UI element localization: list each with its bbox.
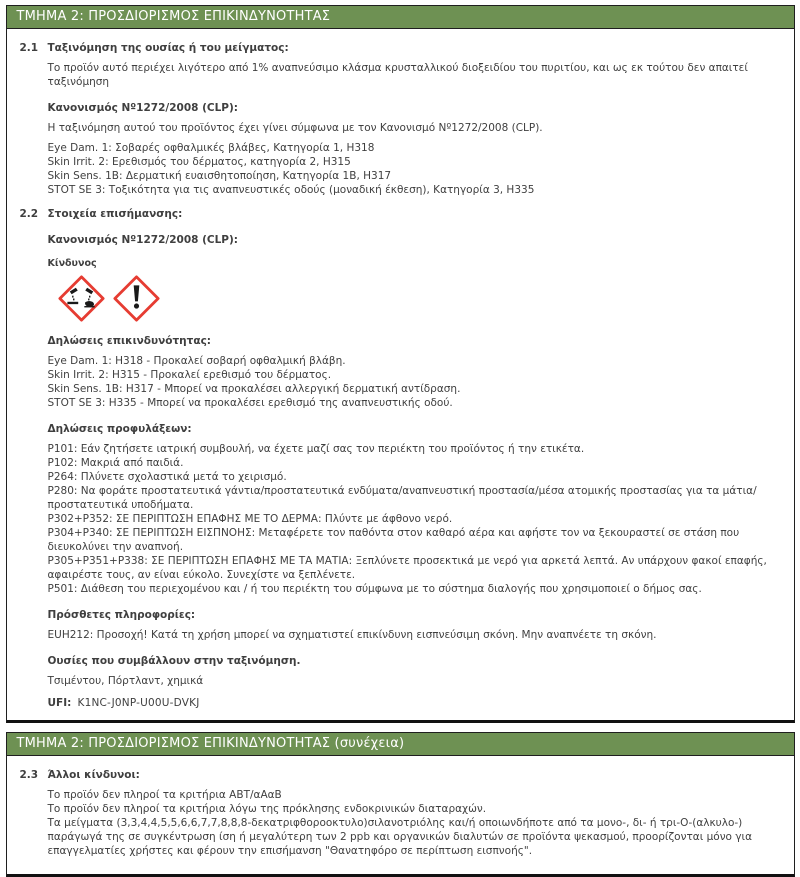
subsection-2-1-number: 2.1 [19,42,39,54]
contributing-substances-text: Τσιμέντου, Πόρτλαντ, χημικά [47,675,204,687]
subsection-2-3 [20,768,779,782]
other-hazard-line: Τα μείγματα (3,3,4,4,5,5,6,6,7,7,8,8,8-δεκατριφθοροοκτυλο)σιλανοτριόλης και/ή οποιωνδήποτε από τα μονο-, δι- ή τρι-Ο-(αλκυλο-) παράγωγά της σε συγκέντρωση ίση ή μεγαλύτερη των 2 ppb και οργανικών διαλυτών σε προϊόντα ψεκασμού, προορίζονται μόνο για επαγγελματίες χρήστες και φέρουν την επισήμανση "Θανατηφόρο σε περίπτωση εισπνοής". [47,817,753,857]
precautionary-statements-heading: Δηλώσεις προφυλάξεων: [47,423,192,435]
classification-item: Skin Irrit. 2: Ερεθισμός του δέρματος, κατηγορία 2, H315 [47,156,351,168]
ufi-row [48,696,779,710]
subsection-2-1-title: Ταξινόμηση της ουσίας ή του μείγματος: [47,42,289,54]
section-2-continued-header [6,732,795,756]
ghs-pictograms [58,275,779,322]
hazard-statement: STOT SE 3: H335 - Μπορεί να προκαλέσει ερεθισμό της αναπνευστικής οδού. [47,397,453,409]
hazard-statement: Skin Sens. 1B: H317 - Μπορεί να προκαλέσει αλλεργική δερματική αντίδραση. [47,383,461,395]
other-hazard-line: Το προϊόν δεν πληροί τα κριτήρια λόγω της πρόκλησης ενδοκρινικών διαταραχών. [47,803,487,815]
ghs07-exclamation-icon [113,275,160,322]
hazard-statement: Skin Irrit. 2: H315 - Προκαλεί ερεθισμό του δέρματος. [47,369,332,381]
signal-word: Κίνδυνος [47,258,97,269]
precautionary-statements-list [48,442,779,596]
ghs05-corrosion-icon [58,275,105,322]
ufi-value: K1NC-J0NP-U00U-DVKJ [77,697,200,709]
classification-list [48,141,779,197]
classification-note: Το προϊόν αυτό περιέχει λιγότερο από 1% αναπνεύσιμο κλάσμα κρυσταλλικού διοξειδίου του πυριτίου, και ως εκ τούτου δεν απαιτεί ταξινόμηση [47,62,748,88]
other-hazard-line: Το προϊόν δεν πληροί τα κριτήρια ΑΒΤ/αΑαΒ [47,789,282,801]
classification-item: Skin Sens. 1B: Δερματική ευαισθητοποίηση, Κατηγορία 1B, H317 [47,170,392,182]
classification-item: STOT SE 3: Τοξικότητα για τις αναπνευστικές οδούς (μοναδική έκθεση), Κατηγορία 3, H335 [47,184,535,196]
hazard-statements-list [48,354,779,410]
ufi-label: UFI: [47,697,72,709]
subsection-2-2-number: 2.2 [19,208,39,220]
subsection-2-3-number: 2.3 [19,769,39,781]
hazard-statements-heading: Δηλώσεις επικινδυνότητας: [47,335,211,347]
subsection-2-2 [20,207,779,221]
subsection-2-2-title: Στοιχεία επισήμανσης: [47,208,183,220]
subsection-2-1 [20,41,779,55]
additional-info-heading: Πρόσθετες πληροφορίες: [47,609,196,621]
section-2-box [6,5,795,723]
additional-info-text: EUH212: Προσοχή! Κατά τη χρήση μπορεί να σχηματιστεί επικίνδυνη εισπνεύσιμη σκόνη. Μην αναπνέετε τη σκόνη. [47,629,657,641]
section-2-header [6,5,795,29]
subsection-2-3-title: Άλλοι κίνδυνοι: [47,769,140,781]
section-2-continued-box [6,732,795,877]
section-2-body [6,29,795,723]
contributing-substances-heading: Ουσίες που συμβάλλουν στην ταξινόμηση. [47,655,301,667]
precautionary-statement: P101: Εάν ζητήσετε ιατρική συμβουλή, να έχετε μαζί σας τον περιέκτη του προϊόντος ή την ετικέτα. [47,443,585,455]
precautionary-statement: P280: Να φοράτε προστατευτικά γάντια/προστατευτικά ενδύματα/αναπνευστική προστασία/μέσα ατομικής προστασίας για τα μάτια/προστατευτικά υποδήματα. [47,485,757,511]
clp-regulation-heading-2: Κανονισμός Nº1272/2008 (CLP): [47,234,238,246]
precautionary-statement: P102: Μακριά από παιδιά. [47,457,184,469]
clp-regulation-heading-1: Κανονισμός Nº1272/2008 (CLP): [47,102,238,114]
section-gap [5,723,795,732]
hazard-statement: Eye Dam. 1: H318 - Προκαλεί σοβαρή οφθαλμική βλάβη. [47,355,346,367]
precautionary-statement: P304+P340: ΣΕ ΠΕΡΙΠΤΩΣΗ ΕΙΣΠΝΟΗΣ: Μεταφέρετε τον παθόντα στον καθαρό αέρα και αφήστε τον να ξεκουραστεί σε στάση που διευκολύνει την αναπνοή. [47,527,740,553]
section-2-continued-body [6,756,795,877]
precautionary-statement: P302+P352: ΣΕ ΠΕΡΙΠΤΩΣΗ ΕΠΑΦΗΣ ΜΕ ΤΟ ΔΕΡΜΑ: Πλύντε με άφθονο νερό. [47,513,453,525]
clp-regulation-text: Η ταξινόμηση αυτού του προϊόντος έχει γίνει σύμφωνα με τον Κανονισμό Nº1272/2008 (CLP). [47,122,543,134]
precautionary-statement: P305+P351+P338: ΣΕ ΠΕΡΙΠΤΩΣΗ ΕΠΑΦΗΣ ΜΕ ΤΑ ΜΑΤΙΑ: Ξεπλύνετε προσεκτικά με νερό για αρκετά λεπτά. Αν υπάρχουν φακοί επαφής, αφαιρέστε τους, αν είναι εύκολο. Συνεχίστε να ξεπλένετε. [47,555,767,581]
section-2-header-title: ΤΜΗΜΑ 2: ΠΡΟΣΔΙΟΡΙΣΜΟΣ ΕΠΙΚΙΝΔΥΝΟΤΗΤΑΣ [16,9,331,24]
precautionary-statement: P501: Διάθεση του περιεχομένου και / ή του περιέκτη του σύμφωνα με το σύστημα διαλογής που χρησιμοποιεί ο δήμος σας. [47,583,702,595]
other-hazards-list [48,788,779,858]
section-2-continued-header-title: ΤΜΗΜΑ 2: ΠΡΟΣΔΙΟΡΙΣΜΟΣ ΕΠΙΚΙΝΔΥΝΟΤΗΤΑΣ (συνέχεια) [16,736,405,751]
precautionary-statement: P264: Πλύνετε σχολαστικά μετά το χειρισμό. [47,471,287,483]
classification-item: Eye Dam. 1: Σοβαρές οφθαλμικές βλάβες, Κατηγορία 1, H318 [47,142,375,154]
